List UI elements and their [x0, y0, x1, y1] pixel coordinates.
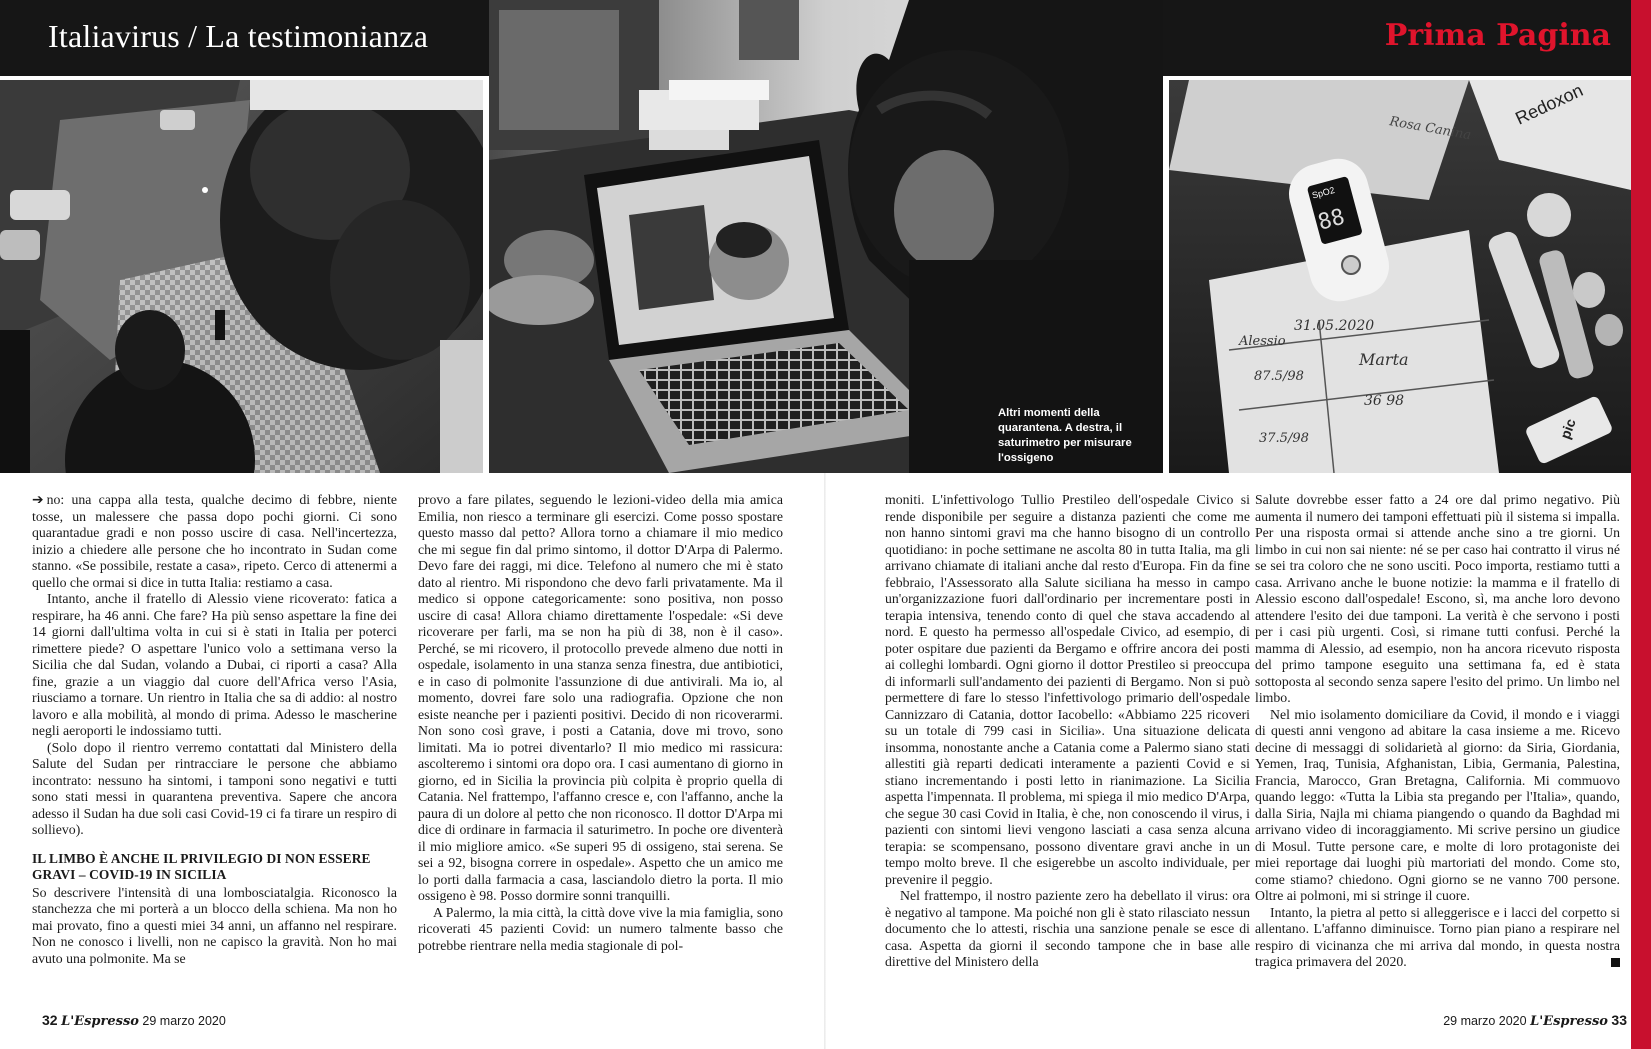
- text-column-2: [418, 492, 783, 954]
- svg-text:88: 88: [1315, 204, 1348, 236]
- text-column-3: [885, 492, 1250, 971]
- section-heading: IL LIMBO È ANCHE IL PRIVILEGIO DI NON ESSERE GRAVI – COVID-19 IN SICILIA: [32, 850, 371, 882]
- paragraph: provo a fare pilates, seguendo le lezioni-video della mia amica Emilia, non riesco a terminare gli esercizi. Come posso spostare questo masso dal petto? Allora torno a chiamare il mio medico che mi segue fin dal primo sintomo, il dottor D'Arpa di Palermo. Devo fare dei raggi, mi dice. Telefono al numero che mi è stato dato al rientro. Mi rispondono che devo farli privatamente. Ma il medico si oppone categoricamente: sono positiva, non posso uscire di casa! Allora chiamo direttamente l'ospedale: «Si deve ricoverare per farli, ma se non ha più di 38, non è il caso». Perché, se mi ricovero, il protocollo prevede almeno due notti in ospedale, isolamento in una stanza senza finestra, due antibiotici, e in caso di polmonite l'assunzione di due antivirali. Ma io, al momento, dovrei fare solo una radiografia. Opzione che non esiste neanche per i pazienti positivi. Decido di non ricoverarmi. Non sono così grave, i posti a Catania, dove mi trovo, sono limitati. Ma io potrei diventarlo? Il mio medico mi rassicura: ascolteremo i sintomi ora dopo ora. I casi aumentano di giorno in giorno, ed in Sicilia la provincia più colpita è proprio quella di Catania. Nel frattempo, l'affanno cresce e, con l'affanno, anche la paura di un dolore al petto che non riconosco. Il dottor D'Arpa mi dice di ordinare in farmacia il saturimetro. In poche ore diventerà il mio migliore amico. «Se superi 95 di ossigeno, stai serena. Se sei a 92, bisogna correre in ospedale». Aspetto che un amico me lo porti dalla farmacia a casa, lasciandolo dietro la porta. Il mio ossigeno è 98. Posso dormire sonni tranquilli.: [418, 492, 783, 903]
- note-name-1: Rosa Canina: [1388, 114, 1473, 144]
- arrow-right-icon: ➔: [32, 492, 44, 508]
- section-title: Italiavirus / La testimonianza: [48, 18, 429, 54]
- paragraph: A Palermo, la mia città, la città dove vive la mia famiglia, sono ricoverati 45 pazienti Covid: un numero talmente basso che potrebbe rientrare nella media stagionale di pol-: [418, 904, 783, 953]
- note-value-1: 87.5/98: [1254, 369, 1304, 384]
- header-bar-right: [1163, 0, 1631, 76]
- photo-caption: Altri momenti della quarantena. A destra, il saturimetro per misurare l'ossigeno: [998, 407, 1132, 464]
- note-date: 31.05.2020: [1294, 318, 1375, 334]
- laptop-videocall-photo-icon: [489, 0, 1163, 473]
- page-gutter: [824, 470, 826, 1049]
- note-name-3: Marta: [1359, 350, 1409, 369]
- folio-right: [1443, 1012, 1627, 1029]
- page-number-left: 32: [42, 1012, 58, 1028]
- page-number-right: 33: [1611, 1012, 1627, 1028]
- paragraph: Nel frattempo, il nostro paziente zero ha debellato il virus: ora è negativo al tampone. Ma poiché non gli è stato rilasciato nessun documento che lo attesti, rischia una sanzione penale se esce di casa. Aspetta da giorni il secondo tampone che in base alle direttive del Ministero della: [885, 888, 1250, 969]
- paragraph: Intanto, anche il fratello di Alessio viene ricoverato: fatica a respirare, ha 46 anni. Che fare? Ha più senso aspettare la fine dei 14 giorni dall'ultima volta in cui si è stati in Italia per poterci rimettere piede? O aspettare l'unico volo a settimana verso la Sicilia che dal Sudan, volando a Dubai, ci riporti a casa? Alla fine, grazie a un viaggio dal cuore dell'Africa verso l'Asia, riusciamo a tornare. Un rientro in Italia che sa di addio: al nostro lavoro e alla mobilità, al mondo di prima. Adesso le mascherine negli aeroporti le indossiamo tutti.: [32, 591, 397, 738]
- oximeter-label: SpO2: [1310, 184, 1336, 201]
- paragraph: moniti. L'infettivologo Tullio Prestileo dell'ospedale Civico si rende disponibile per seguire a distanza pazienti che come me non hanno sintomi gravi ma che hanno bisogno di un controllo quotidiano: in poche settimane ne ascolta 80 in tutta Italia, ma gli arrivano chiamate di italiani anche dal resto d'Europa. Fin da fine febbraio, l'Assessorato alla Salute siciliana ha messo in campo un'organizzazione fuori dall'ordinario per incrementare posti in terapia intensiva, tenendo conto di quel che stava accadendo al nord. E questo ha permesso all'ospedale Civico, ad esempio, di poter ospitare due pazienti da Bergamo e offrire ancora dei posti ai colleghi lombardi. Ogni giorno il dottor Prestileo si preoccupa di informarli sull'andamento dei pazienti di Bergamo. Non si può permettere di fare lo stesso l'infettivologo primario dell'ospedale Cannizzaro di Catania, dottor Iacobello: «Abbiamo 225 ricoveri su un totale di 799 casi in Sicilia». Una situazione delicata insomma, nonostante anche a Catania come a Palermo siano stati allestiti già reparti dedicati interamente a pazienti Covid e si stiano incrementando i posti letto in rianimazione. La Sicilia aspetta l'impennata. Il problema, mi spiega il mio medico D'Arpa, che segue 30 casi Covid in Italia, è che, non conoscendo il virus, i pazienti con sintomi lievi vengono lasciati a casa senza alcuna terapia: se scompensano, possono diventare gravi anche in un tempo molto breve. Il che esigerebbe un ascolto individuale, per prevenire il peggio.: [885, 492, 1250, 887]
- paragraph: So descrivere l'intensità di una lombosciatalgia. Riconosco la stanchezza che mi porterà a un blocco della schiena. Ma non ho mai provato, fino a questi miei 34 anni, un affanno nel respirare. Non ne conosco i livelli, non ne capisco la gravità. Non ho mai avuto una polmonite. Ma se: [32, 884, 397, 966]
- magazine-brand-right: L'Espresso: [1530, 1014, 1608, 1029]
- text-column-4: [1255, 492, 1620, 971]
- text-column-1: [32, 492, 397, 967]
- red-edge-stripe: [1631, 0, 1651, 1049]
- paragraph: (Solo dopo il rientro verremo contattati dal Ministero della Salute del Sudan per rintracciare le persone che abbiamo incontrato: nessuno ha sintomi, i tamponi sono negativi e tutti sono stati messi in quarantena preventiva. Sapere che ancora adesso il Sudan ha due soli casi Covid-19 ci fa tirare un respiro di sollievo).: [32, 739, 397, 837]
- box-label: Redoxon: [1512, 80, 1587, 129]
- oximeter-photo-icon: [1169, 80, 1631, 473]
- paragraph: Intanto, la pietra al petto si alleggerisce e i lacci del corpetto si allentano. L'affanno diminuisce. Torno pian piano a respirare nel respiro di vicinanza che mi arriva dal mondo, in questa nostra tragica primavera del 2020.: [1255, 904, 1620, 969]
- paragraph: Salute dovrebbe esser fatto a 24 ore dal primo negativo. Più aumenta il numero dei tamponi effettuati più il sistema si impalla. Per una risposta ormai si attende anche sino a tre giorni. Un limbo in cui non sai niente: né se per caso hai contratto il virus né se sei tra coloro che ne sono usciti. Poco importa, restiamo tutti a casa. Arrivano anche le buone notizie: la mamma e il fratello di Alessio escono dall'ospedale! Escono, sì, ma anche loro devono attendere l'esito dei due tamponi. La verità è che servono i posti per i casi più urgenti. Così, si rimane tutti confusi. Perché la mamma di Alessio, ad esempio, non ha ancora ricevuto risposta del primo tampone eseguito una settimana fa, ed è stata sottoposta al secondo senza sapere l'esito del primo. Un limbo nel limbo.: [1255, 492, 1620, 705]
- street-photo-icon: [0, 80, 483, 473]
- issue-date-right: 29 marzo 2020: [1443, 1014, 1527, 1028]
- header-bar-left: [0, 0, 489, 76]
- issue-date-left: 29 marzo 2020: [142, 1014, 226, 1028]
- end-square-icon: [1611, 958, 1620, 967]
- magazine-brand-left: L'Espresso: [61, 1014, 139, 1029]
- note-value-2: 36 98: [1364, 393, 1405, 409]
- paragraph: Nel mio isolamento domiciliare da Covid, il mondo e i viaggi di questi anni vengono ad abitare la casa insieme a me. Ricevo decine di messaggi di solidarietà al giorno: da Siria, Giordania, Yemen, Iraq, Tunisia, Afghanistan, Libia, Germania, Palestina, Francia, Marocco, Gran Bretagna, California. Mi commuovo quando leggo: «Tutta la Libia sta pregando per l'Italia», quando, dalla Siria, Najla mi chiama piangendo o quando da Baghdad mi arrivano video di incoraggiamento. Mi scrive persino un giudice di Mosul. Tutte persone care, e molte di loro protagoniste dei miei reportage dai luoghi più martoriati del mondo. Come sto, come stiamo? chiedono. Ogni giorno se ne vanno 700 persone. Oltre ai polmoni, mi si stringe il cuore.: [1255, 706, 1620, 903]
- folio-left: [42, 1012, 226, 1029]
- prima-pagina-title: Prima Pagina: [1384, 18, 1611, 53]
- note-name-2: Alessio: [1239, 334, 1286, 349]
- note-value-3: 37.5/98: [1259, 431, 1309, 446]
- pic-label: pic: [1556, 416, 1579, 442]
- paragraph: ➔ no: una cappa alla testa, qualche decimo di febbre, niente tosse, un malessere che passa dopo pochi giorni. Ci sono quarantadue gradi e non posso uscire di casa. Nell'incertezza, inizio a chiedere alle persone che ho incontrato in Sudan come stanno. «Se possibile, restate a casa», ripeto. Cerco di attenermi a quello che ormai si dice in tutta Italia: restiamo a casa.: [32, 492, 397, 590]
